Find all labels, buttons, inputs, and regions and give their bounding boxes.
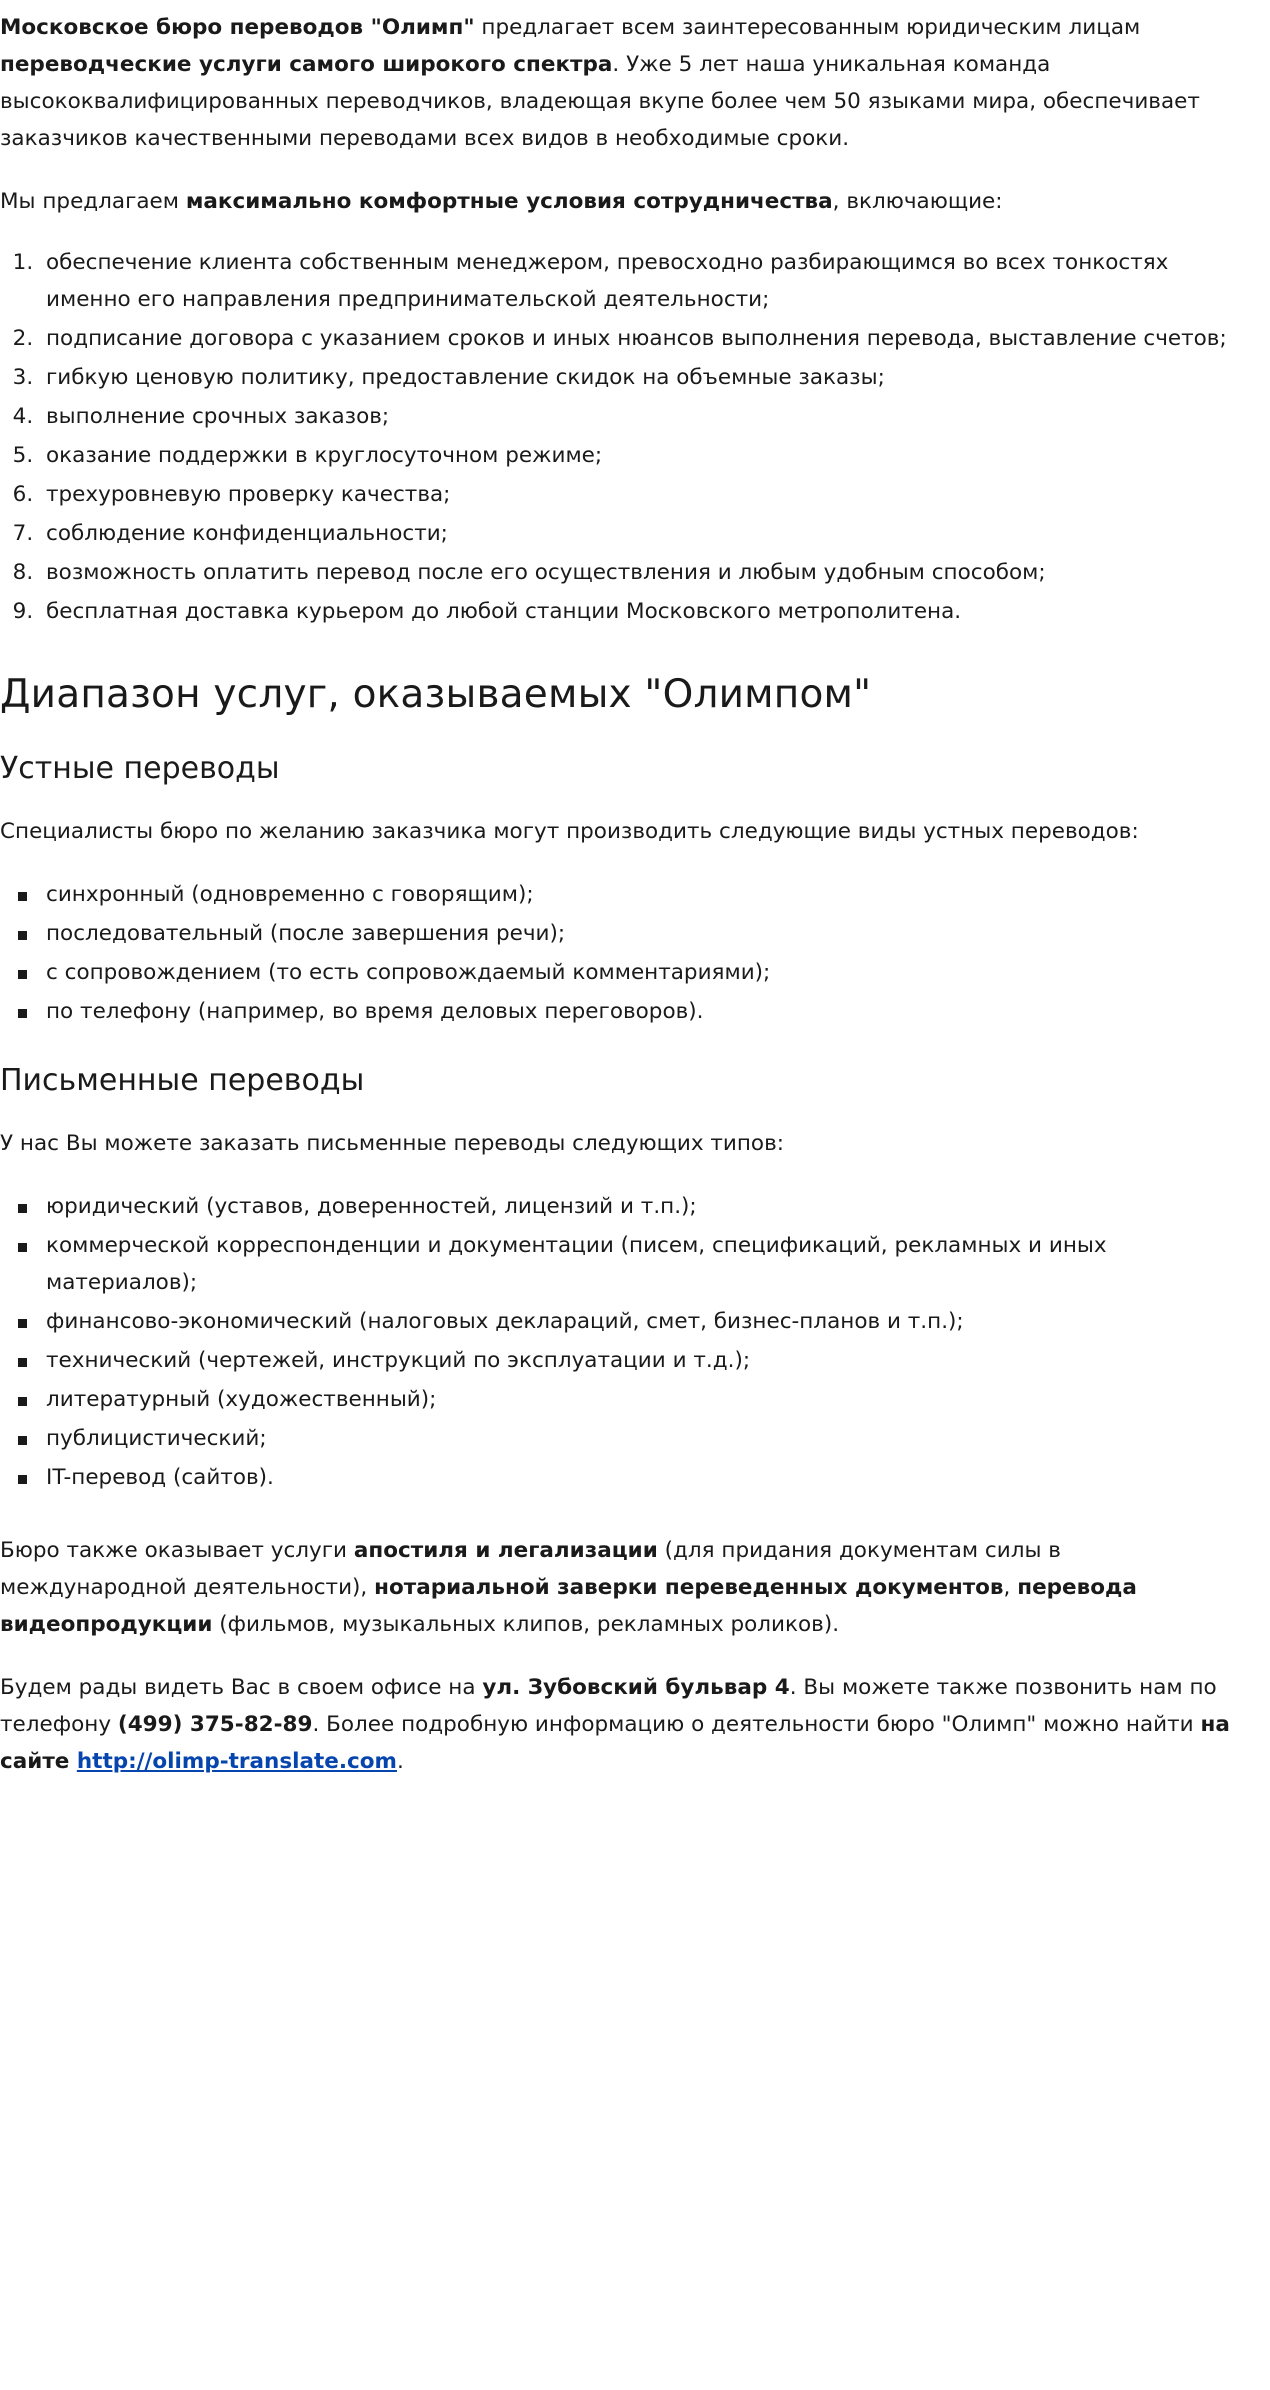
contacts-mid-1: . Вы можете также позвонить нам по телефону (0, 1674, 1217, 1737)
extra-mid-2: , (1003, 1574, 1018, 1600)
list-item: литературный (художественный); (40, 1382, 1230, 1419)
list-item: последовательный (после завершения речи); (40, 916, 1230, 953)
list-item: 7. соблюдение конфиденциальности; (40, 516, 1230, 553)
list-item: 6. трехуровневую проверку качества; (40, 477, 1230, 514)
list-item: публицистический; (40, 1421, 1230, 1458)
spacer (0, 1523, 1230, 1533)
company-name: Московское бюро переводов "Олимп" (0, 15, 475, 40)
video-highlight: перевода видеопродукции (0, 1574, 1137, 1637)
list-item: синхронный (одновременно с говорящим); (40, 877, 1230, 914)
oral-translations-list (0, 877, 1230, 1031)
list-item: по телефону (например, во время деловых переговоров). (40, 994, 1230, 1031)
extra-tail: (фильмов, музыкальных клипов, рекламных роликов). (212, 1611, 840, 1637)
office-address: ул. Зубовский бульвар 4 (482, 1674, 790, 1700)
website-link[interactable]: http://olimp-translate.com (76, 1748, 397, 1774)
page-title: Диапазон услуг, оказываемых "Олимпом" (0, 671, 872, 717)
additional-services-paragraph (0, 1533, 1230, 1644)
contacts-paragraph (0, 1670, 1230, 1781)
list-item: технический (чертежей, инструкций по эксплуатации и т.д.); (40, 1343, 1230, 1380)
list-item: IT-перевод (сайтов). (40, 1460, 1230, 1497)
list-item: с сопровождением (то есть сопровождаемый комментариями); (40, 955, 1230, 992)
conditions-highlight: максимально комфортные условия сотрудничества (185, 188, 833, 214)
written-translations-title: Письменные переводы (0, 1063, 365, 1099)
extra-lead: Бюро также оказывает услуги (0, 1537, 354, 1563)
list-item: финансово-экономический (налоговых деклараций, смет, бизнес-планов и т.п.); (40, 1304, 1230, 1341)
list-item: 9. бесплатная доставка курьером до любой станции Московского метрополитена. (40, 594, 1230, 631)
phone-number: (499) 375-82-89 (117, 1711, 313, 1737)
list-item: коммерческой корреспонденции и документации (писем, спецификаций, рекламных и иных материалов); (40, 1228, 1230, 1302)
notary-highlight: нотариальной заверки переведенных документов (374, 1574, 1004, 1600)
extra-mid-1: (для придания документам силы в международной деятельности), (0, 1537, 1061, 1600)
contacts-mid-2: . Более подробную информацию о деятельности бюро "Олимп" можно найти (312, 1711, 1201, 1737)
list-item: 8. возможность оплатить перевод после его осуществления и любым удобным способом; (40, 555, 1230, 592)
intro-paragraph-1 (0, 10, 1230, 158)
services-highlight: переводческие услуги самого широкого спектра (0, 51, 613, 77)
written-translations-lead: У нас Вы можете заказать письменные переводы следующих типов: (0, 1131, 785, 1157)
contacts-tail: . (396, 1748, 404, 1774)
written-translations-list (0, 1189, 1230, 1497)
list-item: 5. оказание поддержки в круглосуточном режиме; (40, 438, 1230, 475)
contacts-lead: Будем рады видеть Вас в своем офисе на (0, 1674, 483, 1700)
apostille-highlight: апостиля и легализации (353, 1537, 658, 1563)
list-item: 1. обеспечение клиента собственным менеджером, превосходно разбирающимся во всех тонкостях именно его направления предпринимательской деятельности; (40, 245, 1230, 319)
intro-paragraph-2 (0, 184, 1230, 221)
list-item: 4. выполнение срочных заказов; (40, 399, 1230, 436)
site-label: на сайте (0, 1711, 1230, 1774)
list-item: 2. подписание договора с указанием сроков и иных нюансов выполнения перевода, выставление счетов; (40, 321, 1230, 358)
conditions-list (0, 245, 1230, 631)
oral-translations-lead: Специалисты бюро по желанию заказчика могут производить следующие виды устных переводов: (0, 819, 1139, 845)
intro-p2-tail: , включающие: (832, 188, 1003, 214)
list-item: юридический (уставов, доверенностей, лицензий и т.п.); (40, 1189, 1230, 1226)
intro-p1-tail: . Уже 5 лет наша уникальная команда высококвалифицированных переводчиков, владеющая вкупе более чем 50 языками мира, обеспечивает заказчиков качественными переводами всех видов в необходимые сроки. (0, 51, 1200, 151)
intro-p1-mid: предлагает всем заинтересованным юридическим лицам (474, 15, 1141, 40)
list-item: 3. гибкую ценовую политику, предоставление скидок на объемные заказы; (40, 360, 1230, 397)
oral-translations-title: Устные переводы (0, 751, 280, 787)
intro-p2-lead: Мы предлагаем (0, 188, 186, 214)
